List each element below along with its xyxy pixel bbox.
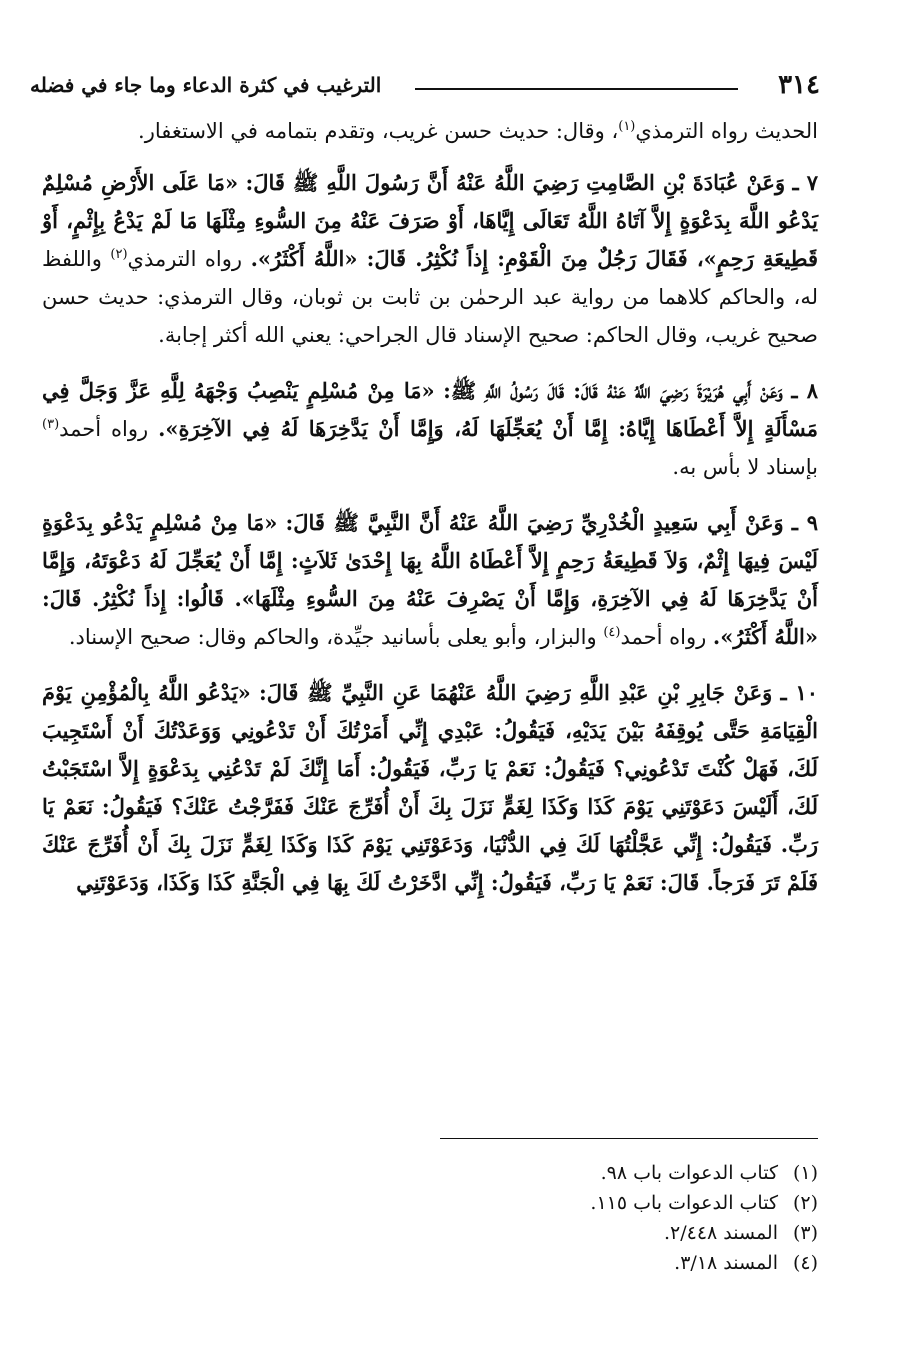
- footnote-ref-1: (١): [618, 119, 636, 134]
- footnote-ref-4: (٤): [603, 625, 621, 640]
- hadith-9: [42, 504, 818, 656]
- footnote: [300, 1158, 818, 1188]
- main-text: [42, 112, 818, 920]
- footnote: [300, 1188, 818, 1218]
- intro-paragraph: [42, 112, 818, 150]
- hadith-number: ٩ ـ: [791, 510, 818, 535]
- intro-text-b: ، وقال: حديث حسن غريب، وتقدم بتمامه في الاستغفار.: [138, 119, 619, 143]
- hadith-text: «مَا عَلَى الأَرْضِ مُسْلِمٌ يَدْعُو اللَّهَ بِدَعْوَةٍ إِلاَّ آتَاهُ اللَّهُ تَعَالَى إِيَّاهَا، أَوْ صَرَفَ عَنْهُ مِنَ السُّوءِ مِثْلَهَا مَا لَمْ يَدْعُ بِإِثْمٍ، أَوْ قَطِيعَةِ رَحِمٍ»، فَقَالَ رَجُلٌ مِنَ الْقَوْمِ: إِذاً نُكْثِرُ. قَالَ: «اللَّهُ أَكْثَرُ».: [42, 170, 818, 271]
- footnote-number: (٣): [792, 1222, 818, 1244]
- footnote-number: (٢): [792, 1192, 818, 1214]
- intro-text-a: الحديث رواه الترمذي: [635, 119, 818, 143]
- footnote-text: المسند ٢/٤٤٨.: [663, 1222, 778, 1244]
- footnote: [300, 1248, 818, 1278]
- hadith-number: ٧ ـ: [792, 170, 818, 195]
- footnote-text: كتاب الدعوات باب ٩٨.: [600, 1162, 778, 1184]
- running-title: الترغيب في كثرة الدعاء وما جاء في فضله: [30, 73, 382, 97]
- hadith-source: رواه أحمد: [59, 417, 159, 441]
- hadith-source: رواه أحمد: [620, 625, 713, 649]
- hadith-10: [42, 674, 818, 902]
- hadith-narrator: وَعَنْ جَابِرِ بْنِ عَبْدِ اللَّهِ رَضِيَ اللَّهُ عَنْهُمَا عَنِ النَّبِيِّ ﷺ قَالَ:: [259, 680, 773, 705]
- hadith-commentary: بإسناد لا بأس به.: [672, 455, 818, 479]
- footnote-number: (٤): [792, 1252, 818, 1274]
- hadith-narrator: وَعَنْ عُبَادَةَ بْنِ الصَّامِتِ رَضِيَ اللَّهُ عَنْهُ أَنَّ رَسُولَ اللَّهِ ﷺ قَالَ:: [245, 170, 786, 195]
- hadith-narrator: وَعَنْ أَبِي هُرَيْرَةَ رَضِيَ اللَّهُ عَنْهُ قَالَ: قَالَ رَسُولُ اللَّهِ ﷺ:: [443, 378, 783, 403]
- header-rule: [415, 88, 738, 90]
- footnote-ref-3: (٣): [42, 417, 60, 432]
- hadith-commentary: واللفظ له، والحاكم كلاهما من رواية عبد الرحمٰن بن ثابت بن ثوبان، وقال الترمذي: حديث حسن صحيح غريب، وقال الحاكم: صحيح الإسناد قال الجراحي: يعني الله أكثر إجابة.: [42, 247, 818, 347]
- footnote-text: المسند ٣/١٨.: [674, 1252, 778, 1274]
- hadith-text: «مَا مِنْ مُسْلِمٍ يَنْصِبُ وَجْهَهُ لِلَّهِ عَزَّ وَجَلَّ فِي مَسْأَلَةٍ إِلاَّ أَعْطَاهَا إِيَّاهُ: إِمَّا أَنْ يُعَجِّلَهَا لَهُ، وَإِمَّا أَنْ يَدَّخِرَهَا لَهُ فِي الآخِرَةِ».: [42, 378, 819, 441]
- hadith-source: رواه الترمذي: [127, 247, 251, 271]
- hadith-8: [42, 372, 818, 486]
- footnote-ref-2: (٢): [110, 247, 128, 262]
- footnotes: [300, 1158, 818, 1278]
- hadith-narrator: وَعَنْ أَبِي سَعِيدٍ الْخُدْرِيِّ رَضِيَ اللَّهُ عَنْهُ أَنَّ النَّبِيَّ ﷺ قَالَ:: [285, 510, 784, 535]
- footnote-number: (١): [792, 1162, 818, 1184]
- hadith-text: «مَا مِنْ مُسْلِمٍ يَدْعُو بِدَعْوَةٍ لَيْسَ فِيهَا إِثْمٌ، وَلاَ قَطِيعَةُ رَحِمٍ إِلاَّ أَعْطَاهُ اللَّهُ بِهَا إِحْدَىٰ ثَلاَثٍ: إِمَّا أَنْ يُعَجِّلَ لَهُ دَعْوَتَهُ، وَإِمَّا أَنْ يَدَّخِرَهَا لَهُ فِي الآخِرَةِ، وَإِمَّا أَنْ يَصْرِفَ عَنْهُ مِنَ السُّوءِ مِثْلَهَا». قَالُوا: إِذاً نُكْثِرُ. قَالَ: «اللَّهُ أَكْثَرُ».: [42, 510, 818, 649]
- page-header: [30, 70, 820, 106]
- hadith-7: [42, 164, 818, 354]
- footnote: [300, 1218, 818, 1248]
- hadith-number: ١٠ ـ: [780, 680, 819, 705]
- footnote-rule: [440, 1138, 818, 1139]
- hadith-text: «يَدْعُو اللَّهُ بِالْمُؤْمِنِ يَوْمَ الْقِيَامَةِ حَتَّى يُوقِفَهُ بَيْنَ يَدَيْهِ، فَيَقُولُ: عَبْدِي إِنِّي أَمَرْتُكَ أَنْ تَدْعُونِي وَوَعَدْتُكَ أَنْ أَسْتَجِيبَ لَكَ، فَهَلْ كُنْتَ تَدْعُونِي؟ فَيَقُولُ: نَعَمْ يَا رَبِّ، فَيَقُولُ: أَمَا إِنَّكَ لَمْ تَدْعُنِي بِدَعْوَةٍ إِلاَّ اسْتَجَبْتُ لَكَ، أَلَيْسَ دَعَوْتَنِي يَوْمَ كَذَا وَكَذَا لِغَمٍّ نَزَلَ بِكَ أَنْ أُفَرِّجَ عَنْكَ فَفَرَّجْتُ عَنْكَ؟ فَيَقُولُ: نَعَمْ يَا رَبِّ. فَيَقُولُ: إِنِّي عَجَّلْتُهَا لَكَ فِي الدُّنْيَا، وَدَعَوْتَنِي يَوْمَ كَذَا وَكَذَا لِغَمٍّ نَزَلَ بِكَ أَنْ أُفَرِّجَ عَنْكَ فَلَمْ تَرَ فَرَجاً. قَالَ: نَعَمْ يَا رَبِّ، فَيَقُولُ: إِنِّي ادَّخَرْتُ لَكَ بِهَا فِي الْجَنَّةِ كَذَا وَكَذَا، وَدَعَوْتَنِي: [42, 680, 818, 895]
- page-number: ٣١٤: [778, 70, 820, 100]
- hadith-number: ٨ ـ: [791, 378, 818, 403]
- footnote-text: كتاب الدعوات باب ١١٥.: [590, 1192, 778, 1214]
- hadith-commentary: والبزار، وأبو يعلى بأسانيد جيِّدة، والحاكم وقال: صحيح الإسناد.: [68, 625, 604, 649]
